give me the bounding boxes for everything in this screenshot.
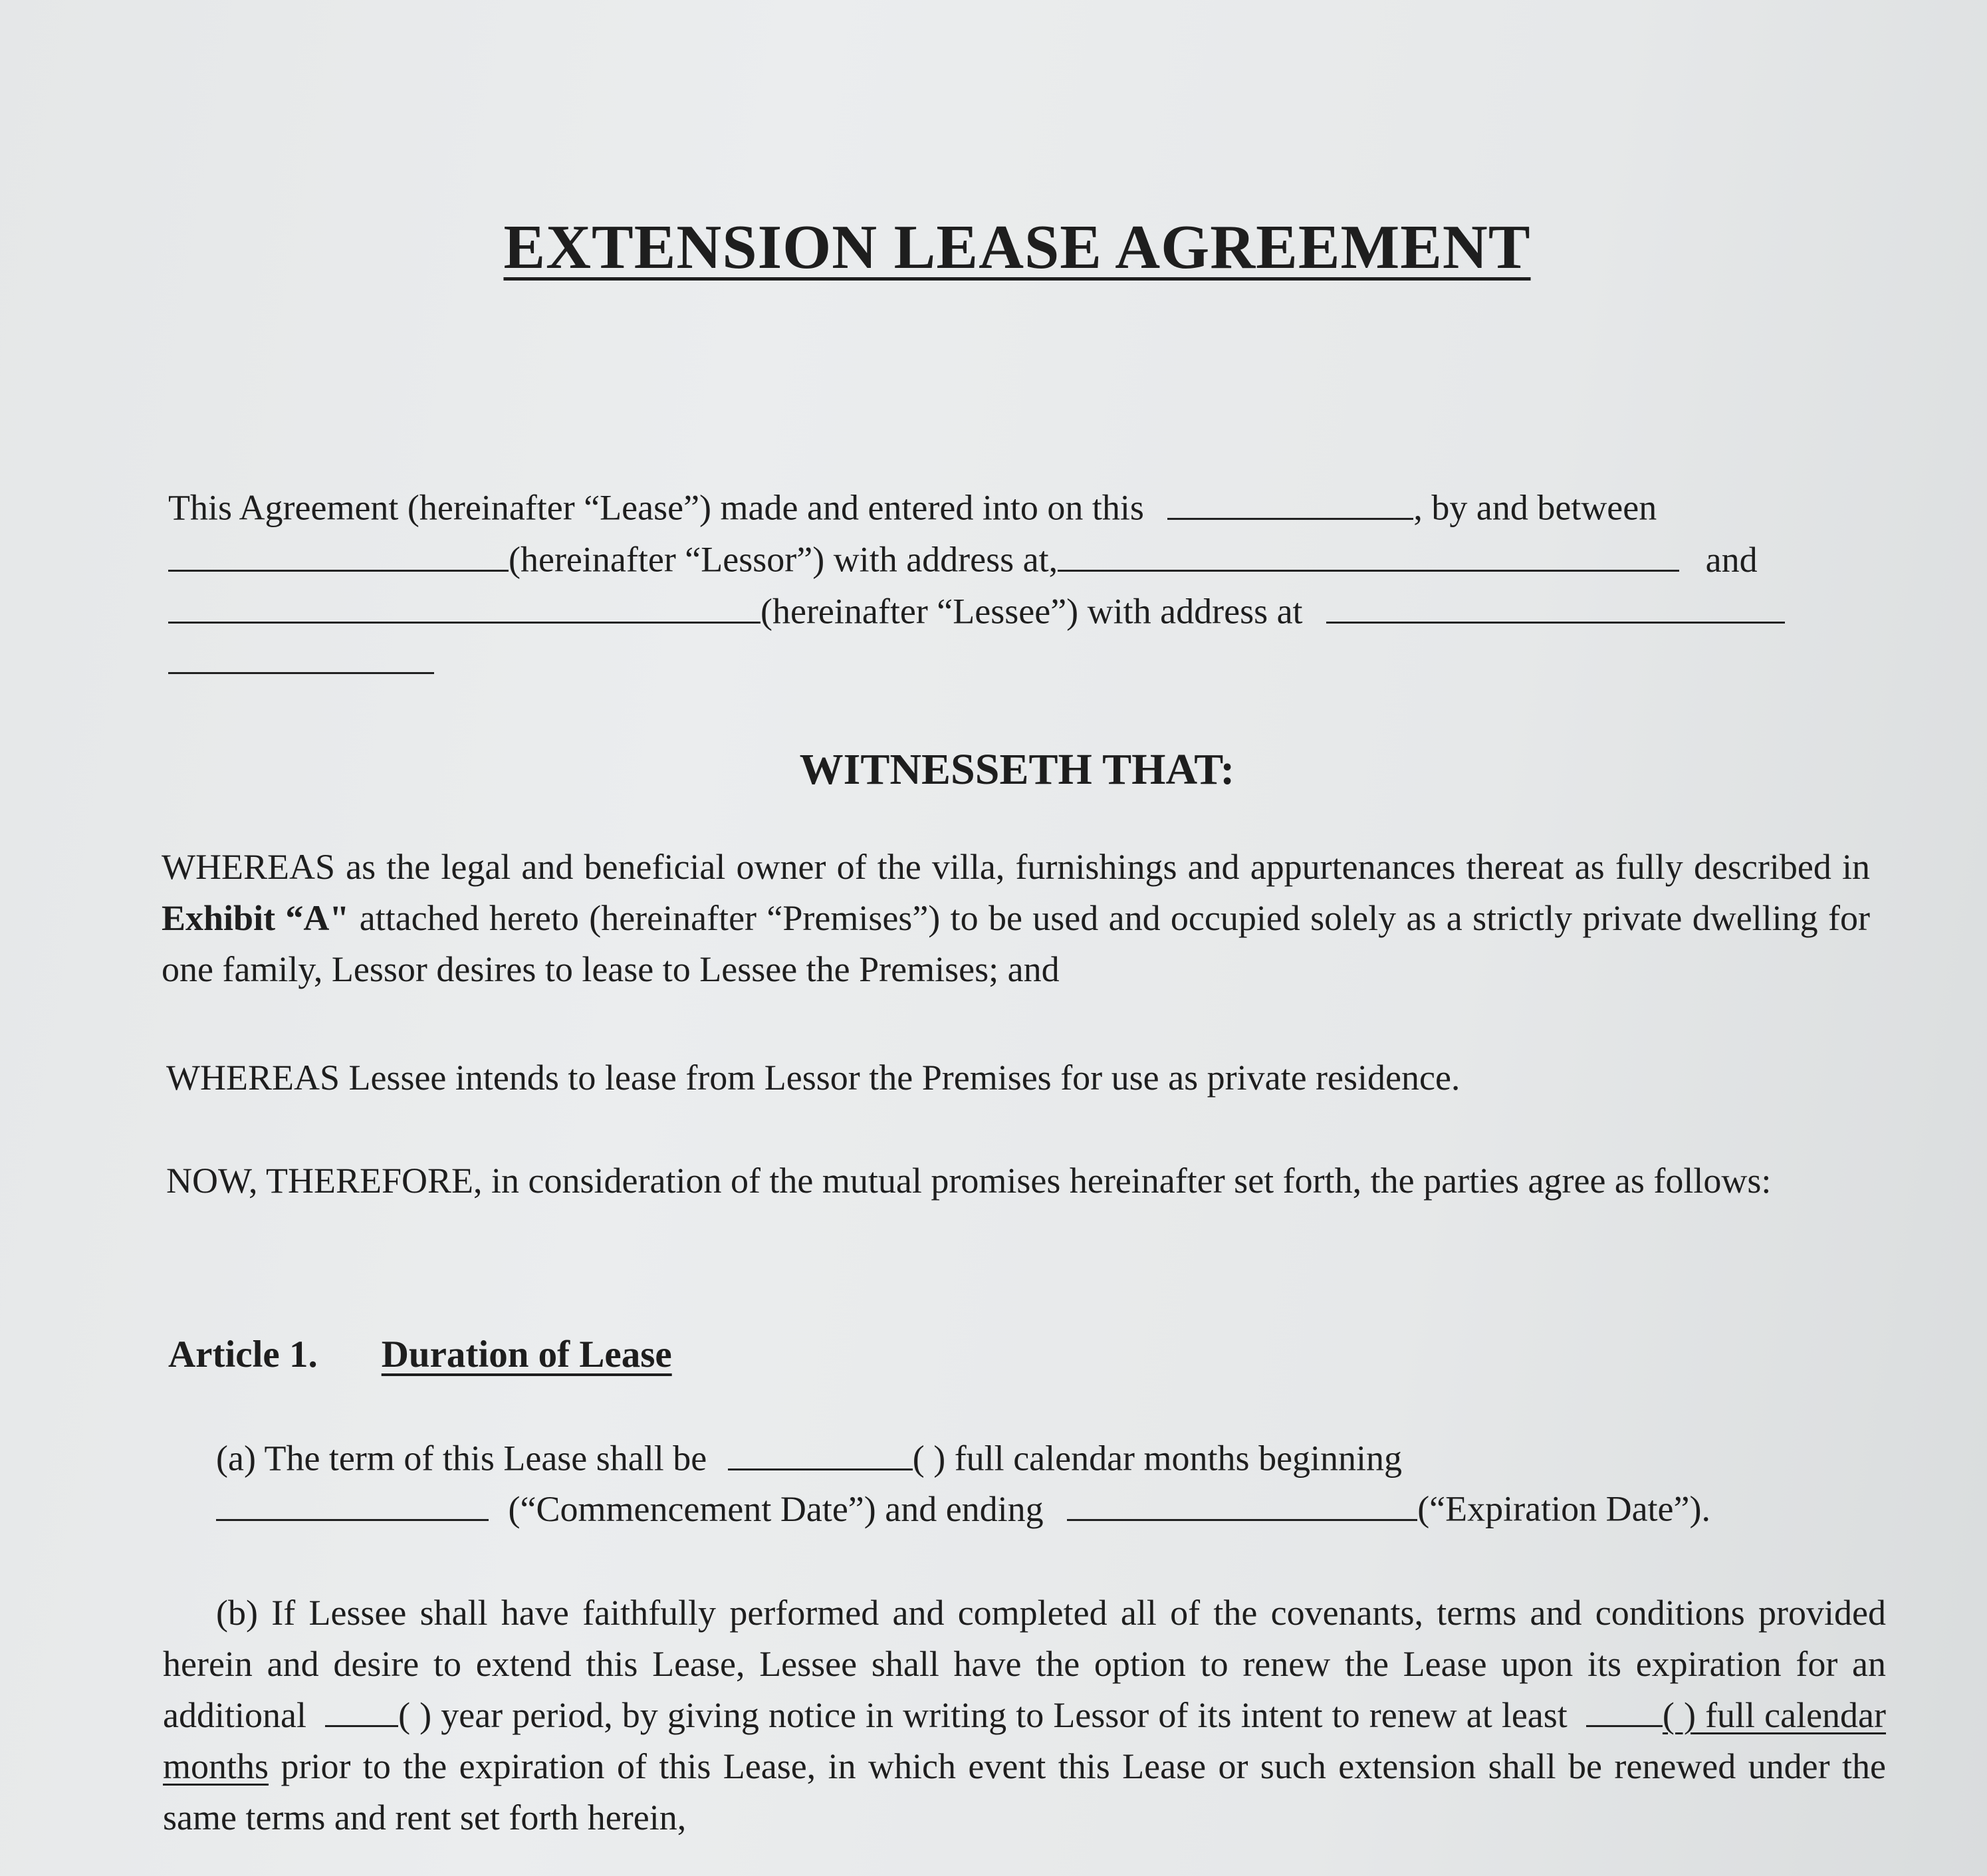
notice-months-blank	[1586, 1693, 1663, 1727]
lessee-name-blank	[168, 589, 760, 624]
intro-line-2: (hereinafter “Lessor”) with address at, and	[168, 537, 1758, 578]
intro-line-4	[168, 640, 434, 680]
lessor-name-blank	[168, 537, 509, 572]
lessor-address-blank	[1058, 537, 1679, 572]
now-therefore-paragraph: NOW, THEREFORE, in consideration of the mutual promises hereinafter set forth, the parties agree as follows:	[166, 1161, 1772, 1201]
witnesseth-heading: WITNESSETH THAT:	[799, 745, 1235, 794]
date-blank	[1167, 485, 1413, 520]
intro-line-3: (hereinafter “Lessee”) with address at	[168, 589, 1785, 630]
lessee-address-blank	[1326, 589, 1785, 624]
article-1-title: Duration of Lease	[381, 1334, 672, 1375]
commencement-date-blank	[216, 1486, 489, 1521]
article-1-heading: Article 1. Duration of Lease	[168, 1334, 672, 1375]
renewal-years-blank	[325, 1693, 398, 1727]
document-title: EXTENSION LEASE AGREEMENT	[503, 213, 1531, 282]
exhibit-a-reference: Exhibit “A"	[162, 898, 350, 938]
expiration-date-blank	[1067, 1486, 1417, 1521]
whereas-paragraph-1: WHEREAS as the legal and beneficial owner of the villa, furnishings and appurtenances thereat as fully described in Exhibit “A" attached hereto (hereinafter “Premises”) to be used and occupied solely as a strictly private dwelling for one family, Lessor desires to lease to Lessee the Premises; and	[162, 847, 1870, 989]
notice-months-underlined: ( ) full calendar months	[163, 1695, 1887, 1786]
article-1-b-paragraph: (b) If Lessee shall have faithfully performed and completed all of the covenants, terms and conditions provided herein and desire to extend this Lease, Lessee shall have the option to renew the Lease upon its expiration for an additional ( ) year period, by giving notice in writing to Lessor of its intent to renew at least ( ) full calendar months prior to the expiration of this Lease, in which event this Lease or such extension shall be renewed under the same terms and rent set forth herein,	[163, 1593, 1887, 1837]
article-1-a-line-1: (a) The term of this Lease shall be ( ) full calendar months beginning	[216, 1436, 1402, 1476]
lessee-address-blank-continued	[168, 640, 434, 674]
term-months-blank	[728, 1436, 913, 1470]
article-1-a-line-2: (“Commencement Date”) and ending (“Expiration Date”).	[216, 1486, 1710, 1527]
intro-line-1: This Agreement (hereinafter “Lease”) made and entered into on this , by and between	[168, 485, 1657, 526]
whereas-paragraph-2: WHEREAS Lessee intends to lease from Lessor the Premises for use as private residence.	[166, 1058, 1461, 1098]
